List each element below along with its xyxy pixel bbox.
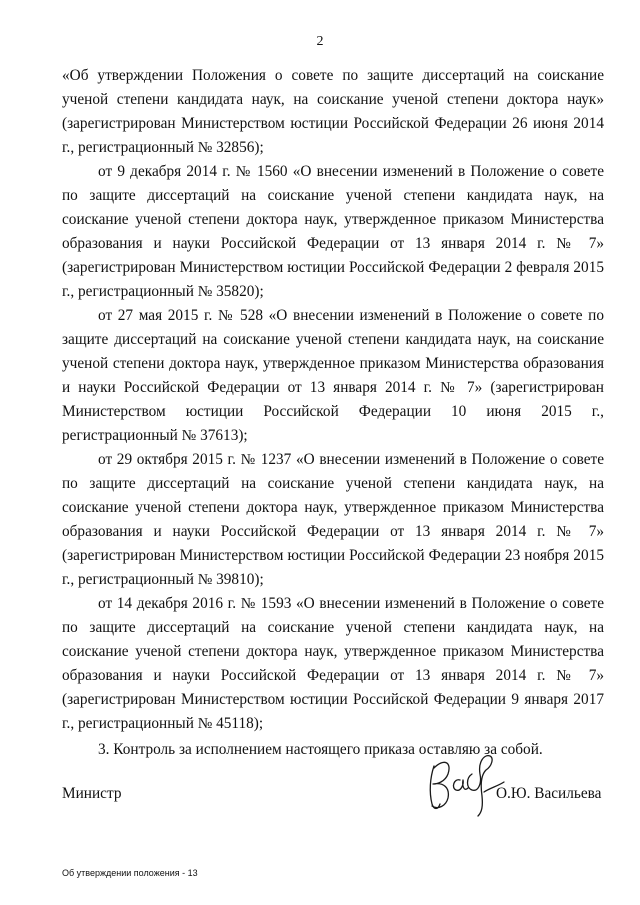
handwritten-signature bbox=[420, 752, 506, 818]
paragraph-amendment-2014-1560: от 9 декабря 2014 г. № 1560 «О внесении изменений в Положение о совете по защите диссертаций на соискание ученой степени кандидата наук, на соискание ученой степени доктора наук, утвержденное приказом Министерства образования и науки Российской Федерации от 13 января 2014 г. № 7» (зарегистрирован Министерством юстиции Российской Федерации 2 февраля 2015 г., регистрационный № 35820); bbox=[62, 163, 604, 300]
signer-position: Министр bbox=[62, 785, 122, 802]
paragraph-amendment-2015-1237: от 29 октября 2015 г. № 1237 «О внесении изменений в Положение о совете по защите диссертаций на соискание ученой степени кандидата наук, на соискание ученой степени доктора наук, утвержденное приказом Министерства образования и науки Российской Федерации от 13 января 2014 г. № 7» (зарегистрирован Министерством юстиции Российской Федерации 23 ноября 2015 г., регистрационный № 39810); bbox=[62, 451, 604, 588]
paragraph-amendment-2015-528: от 27 мая 2015 г. № 528 «О внесении изменений в Положение о совете по защите диссертаций на соискание ученой степени кандидата наук, на соискание ученой степени доктора наук, утвержденное приказом Министерства образования и науки Российской Федерации от 13 января 2014 г. № 7» (зарегистрирован Министерством юстиции Российской Федерации 10 июня 2015 г., регистрационный № 37613); bbox=[62, 307, 604, 444]
paragraph-amendment-2016-1593: от 14 декабря 2016 г. № 1593 «О внесении изменений в Положение о совете по защите диссертаций на соискание ученой степени кандидата наук, на соискание ученой степени доктора наук, утвержденное приказом Министерства образования и науки Российской Федерации от 13 января 2014 г. № 7» (зарегистрирован Министерством юстиции Российской Федерации 9 января 2017 г., регистрационный № 45118); bbox=[62, 595, 604, 732]
signer-name: О.Ю. Васильева bbox=[496, 785, 602, 802]
page-number: 2 bbox=[316, 34, 324, 49]
paragraph-order-title-continuation: «Об утверждении Положения о совете по защите диссертаций на соискание ученой степени кандидата наук, на соискание ученой степени доктора наук» (зарегистрирован Министерством юстиции Российской Федерации 26 июня 2014 г., регистрационный № 32856); bbox=[62, 67, 604, 156]
document-body bbox=[62, 64, 604, 762]
paragraph-item-3-control: 3. Контроль за исполнением настоящего приказа оставляю за собой. bbox=[98, 741, 543, 758]
footer-document-reference: Об утверждении положения - 13 bbox=[62, 868, 198, 878]
